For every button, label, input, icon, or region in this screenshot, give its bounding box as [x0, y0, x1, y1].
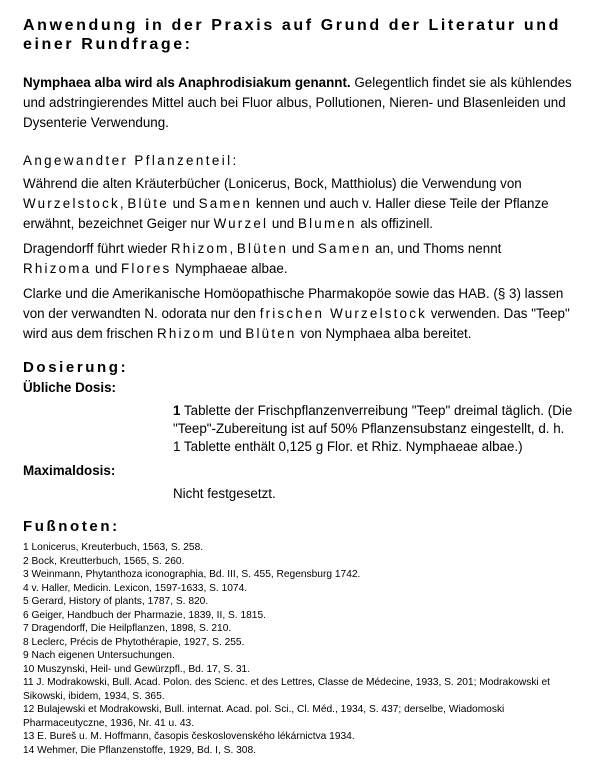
- footnote-item: 5 Gerard, History of plants, 1787, S. 820.: [23, 596, 209, 607]
- spaced-term: Rhizoma: [23, 261, 92, 276]
- text-run: und: [268, 216, 298, 231]
- usual-dose-number: 1: [173, 403, 181, 418]
- footnote-item: 4 v. Haller, Medicin. Lexicon, 1597-1633, S. 1074.: [23, 582, 248, 594]
- text-run: und: [215, 326, 246, 341]
- footnote-item: 2 Bock, Kreutterbuch, 1565, S. 260.: [23, 555, 185, 567]
- spaced-term: Samen: [317, 241, 372, 256]
- text-run: und: [91, 261, 122, 276]
- footnote-item: 13 E. Bureš u. M. Hoffmann, časopis československého lékárnictva 1934.: [23, 731, 355, 742]
- max-dose-label: Maximaldosis:: [23, 463, 116, 478]
- spaced-term: frischen Wurzelstock: [259, 306, 427, 321]
- plant-part-paragraph-2: [23, 239, 573, 279]
- usual-dose-label: Übliche Dosis:: [23, 380, 117, 395]
- footnote-item: 11 J. Modrakowski, Bull. Acad. Polon. des Scienc. et des Lettres, Classe de Médecine, 1933, S. 201; Modrakowski et Sikowski, ibidem, 1934, S. 365.: [23, 677, 551, 702]
- spaced-term: Flores: [121, 261, 172, 276]
- text-run: als offizinell.: [356, 216, 434, 231]
- spaced-term: Blüte: [127, 196, 169, 211]
- footnote-item: 12 Bulajewski et Modrakowski, Bull. internat. Acad. pol. Sci., Cl. Méd., 1934, S. 437; derselbe, Wiadomoski Pharmaceutyczne, 1936, Nr. 41 u. 43.: [23, 704, 505, 729]
- spaced-term: Blüten: [236, 241, 289, 256]
- text-run: an, und Thoms nennt: [371, 241, 502, 256]
- text-run: ,: [119, 196, 128, 211]
- footnote-item: 7 Dragendorff, Die Heilpflanzen, 1898, S. 210.: [23, 623, 232, 634]
- spaced-term: Samen: [198, 196, 253, 211]
- plant-part-heading: Angewandter Pflanzenteil:: [23, 153, 239, 168]
- footnote-item: 1 Lonicerus, Kreuterbuch, 1563, S. 258.: [23, 542, 204, 553]
- text-run: verwenden. Das "Teep" wird aus dem frischen: [23, 306, 570, 341]
- text-run: und: [168, 196, 199, 211]
- usual-dose-text: [173, 402, 573, 456]
- plant-part-paragraph-1: [23, 174, 573, 234]
- footnote-item: 3 Weinmann, Phytanthoza iconographia, Bd. III, S. 455, Regensburg 1742.: [23, 569, 361, 580]
- spaced-term: Wurzelstock: [23, 196, 120, 211]
- footnote-item: 8 Leclerc, Précis de Phytothérapie, 1927, S. 255.: [23, 636, 245, 648]
- footnote-item: 6 Geiger, Handbuch der Pharmazie, 1839, II, S. 1815.: [23, 609, 266, 621]
- footnote-item: 10 Muszynski, Heil- und Gewürzpfl., Bd. 17, S. 31.: [23, 663, 251, 675]
- spaced-term: Rhizom: [170, 241, 230, 256]
- max-dose-text: Nicht festgesetzt.: [173, 486, 276, 501]
- spaced-term: Wurzel: [213, 216, 269, 231]
- intro-paragraph: [23, 73, 573, 133]
- text-run: Nymphaeae albae.: [171, 261, 288, 276]
- footnote-list: [23, 541, 573, 757]
- text-run: Während die alten Kräuterbücher (Lonicerus, Bock, Matthiolus) die Verwendung von: [23, 176, 522, 191]
- page-title: Anwendung in der Praxis auf Grund der Literatur und einer Rundfrage:: [23, 17, 561, 53]
- text-run: und: [288, 241, 318, 256]
- text-run: kennen und auch v. Haller diese Teile der Pflanze erwähnt, bezeichnet Geiger nur: [23, 196, 549, 231]
- text-run: ,: [229, 241, 237, 256]
- spaced-term: Blumen: [297, 216, 357, 231]
- spaced-term: Rhizom: [156, 326, 216, 341]
- footnote-item: 14 Wehmer, Die Pflanzenstoffe, 1929, Bd. I, S. 308.: [23, 744, 256, 756]
- intro-bold-text: Nymphaea alba wird als Anaphrodisiakum genannt.: [23, 75, 351, 90]
- usual-dose-description: Tablette der Frischpflanzenverreibung "Teep" dreimal täglich. (Die "Teep"-Zubereitung ist auf 50% Pflanzensubstanz eingestellt, d. h. 1 Tablette enthält 0,125 g Flor. et Rhiz. Nymphaeae albae.): [173, 403, 573, 454]
- text-run: Clarke und die Amerikanische Homöopathische Pharmakopöe sowie das HAB. (§ 3) lassen von der verwandten N. odorata nur den: [23, 286, 564, 321]
- dosage-heading: Dosierung:: [23, 359, 129, 376]
- footnote-item: 9 Nach eigenen Untersuchungen.: [23, 650, 175, 661]
- plant-part-paragraph-3: [23, 284, 573, 344]
- spaced-term: Blüten: [245, 326, 297, 341]
- text-run: von Nymphaea alba bereitet.: [296, 326, 472, 341]
- intro-text: Gelegentlich findet sie als kühlendes und adstringierendes Mittel auch bei Fluor albus, Pollutionen, Nieren- und Blasenleiden und Dysenterie Verwendung.: [23, 75, 572, 130]
- text-run: Dragendorff führt wieder: [23, 241, 171, 256]
- footnotes-heading: Fußnoten:: [23, 518, 120, 535]
